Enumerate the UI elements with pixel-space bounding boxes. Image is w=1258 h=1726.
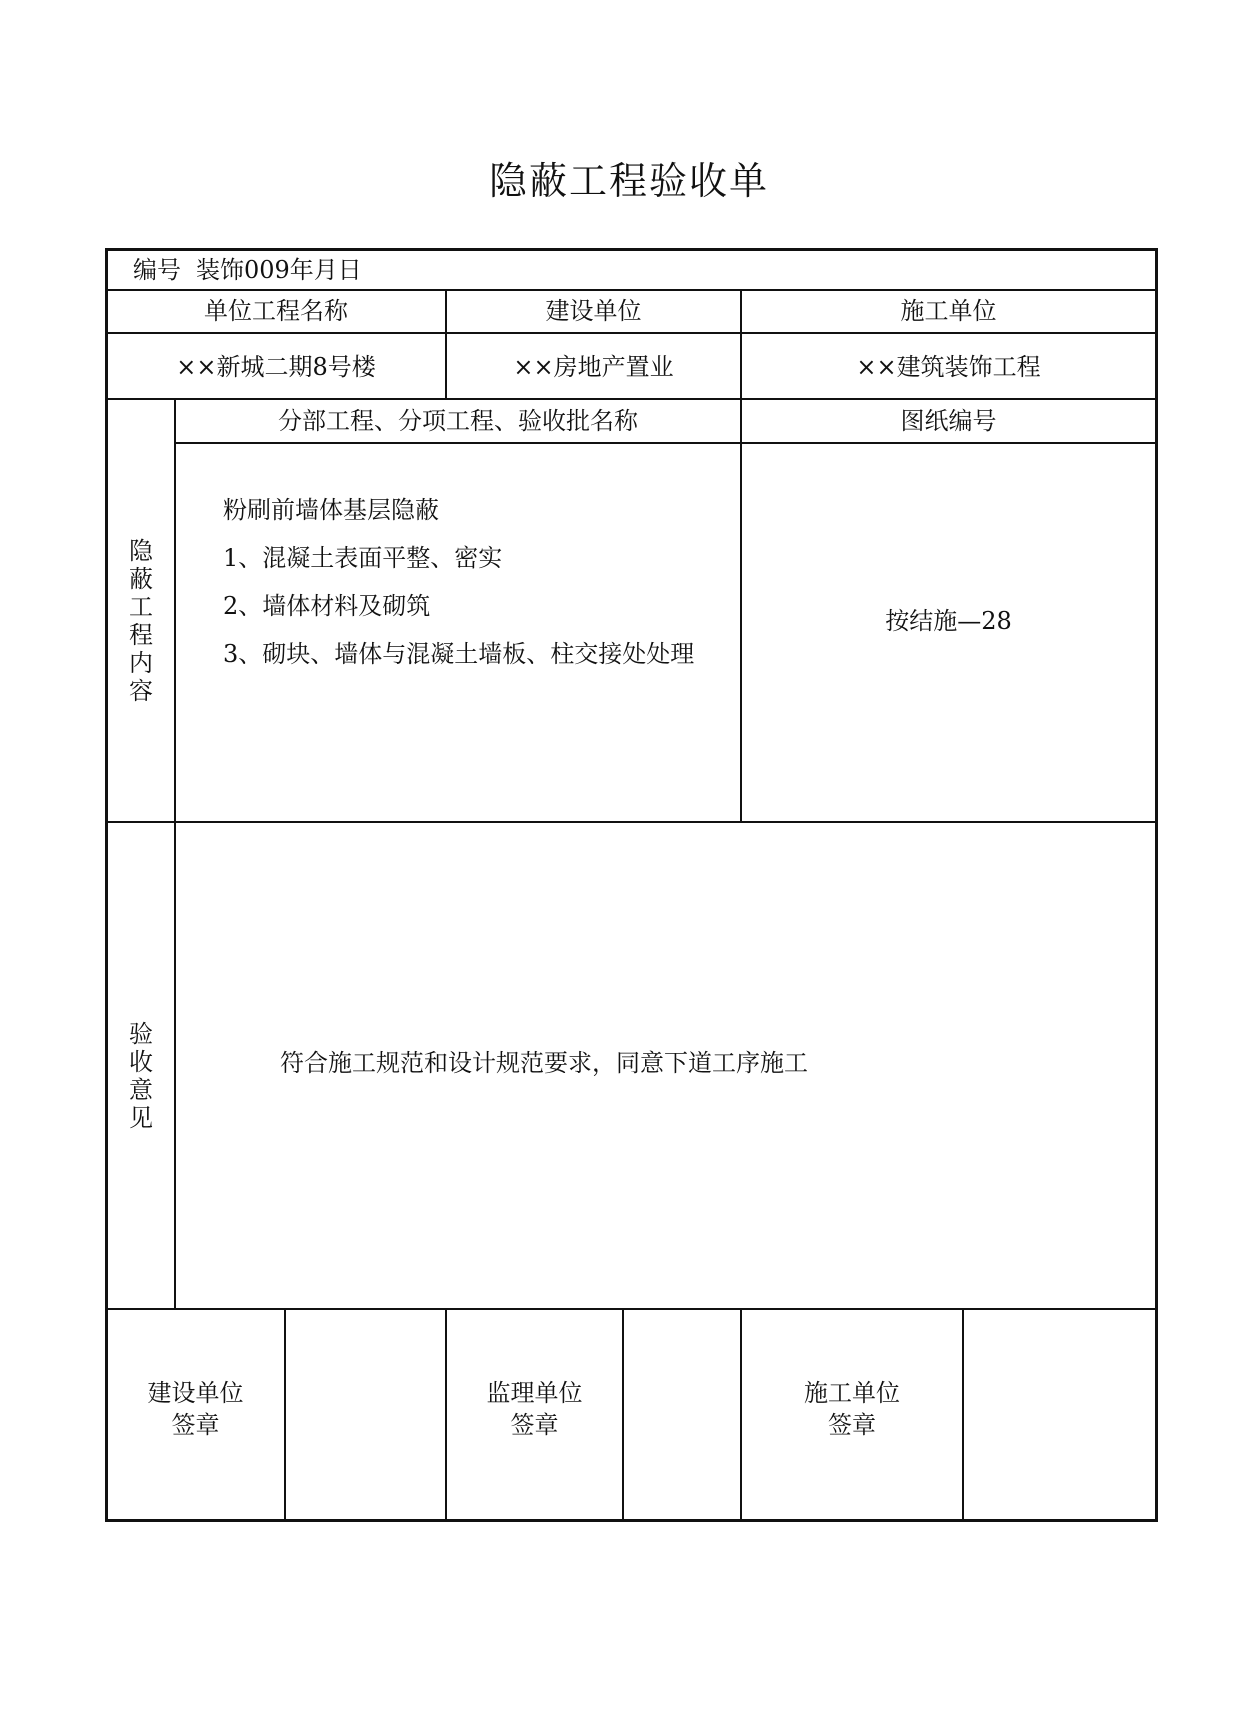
border-left: [105, 248, 108, 1522]
signature-seal-construction: 签章: [171, 1411, 220, 1439]
rule-after-section-header: [175, 442, 1158, 444]
value-unit-project: ××新城二期8号楼: [176, 353, 376, 381]
opinion-label: 验收意见: [129, 1020, 153, 1132]
content-line: 粉刷前墙体基层隐蔽: [223, 496, 439, 524]
sig-rule-1: [284, 1308, 286, 1521]
page-title: 隐蔽工程验收单: [488, 159, 769, 203]
signature-unit-contractor: 施工单位: [804, 1379, 900, 1407]
label-col-rule: [174, 398, 176, 1310]
content-line: 1、混凝土表面平整、密实: [223, 544, 503, 572]
content-line: 2、墙体材料及砌筑: [223, 592, 431, 620]
border-top: [105, 248, 1158, 251]
number-label: 编号: [133, 256, 181, 284]
header-contractor: 施工单位: [900, 297, 997, 325]
signature-seal-supervision: 签章: [510, 1411, 559, 1439]
rule-after-values: [105, 398, 1158, 400]
signature-seal-contractor: 签章: [828, 1411, 876, 1439]
header-unit-project: 单位工程名称: [204, 297, 348, 325]
rule-after-opinion: [105, 1308, 1158, 1310]
value-construction-owner: ××房地产置业: [513, 353, 674, 381]
border-bottom: [105, 1519, 1158, 1522]
signature-unit-supervision: 监理单位: [486, 1379, 583, 1407]
section-header: 分部工程、分项工程、验收批名称: [278, 407, 638, 435]
signature-unit-construction: 建设单位: [147, 1379, 244, 1407]
sig-rule-3: [622, 1308, 624, 1521]
content-line: 3、砌块、墙体与混凝土墙板、柱交接处处理: [223, 640, 695, 668]
header-construction-owner: 建设单位: [545, 297, 642, 325]
rule-after-content: [105, 821, 1158, 823]
border-right: [1155, 248, 1158, 1522]
rule-after-number: [105, 289, 1158, 291]
number-value: 装饰009年月日: [196, 256, 362, 284]
opinion-text: 符合施工规范和设计规范要求，同意下道工序施工: [280, 1049, 808, 1077]
drawing-header: 图纸编号: [900, 407, 997, 435]
hidden-content-label: 隐蔽工程内容: [129, 537, 153, 705]
rule-after-headers: [105, 332, 1158, 334]
drawing-value: 按结施—28: [885, 607, 1012, 635]
sig-rule-5: [962, 1308, 964, 1521]
value-contractor: ××建筑装饰工程: [856, 353, 1041, 381]
